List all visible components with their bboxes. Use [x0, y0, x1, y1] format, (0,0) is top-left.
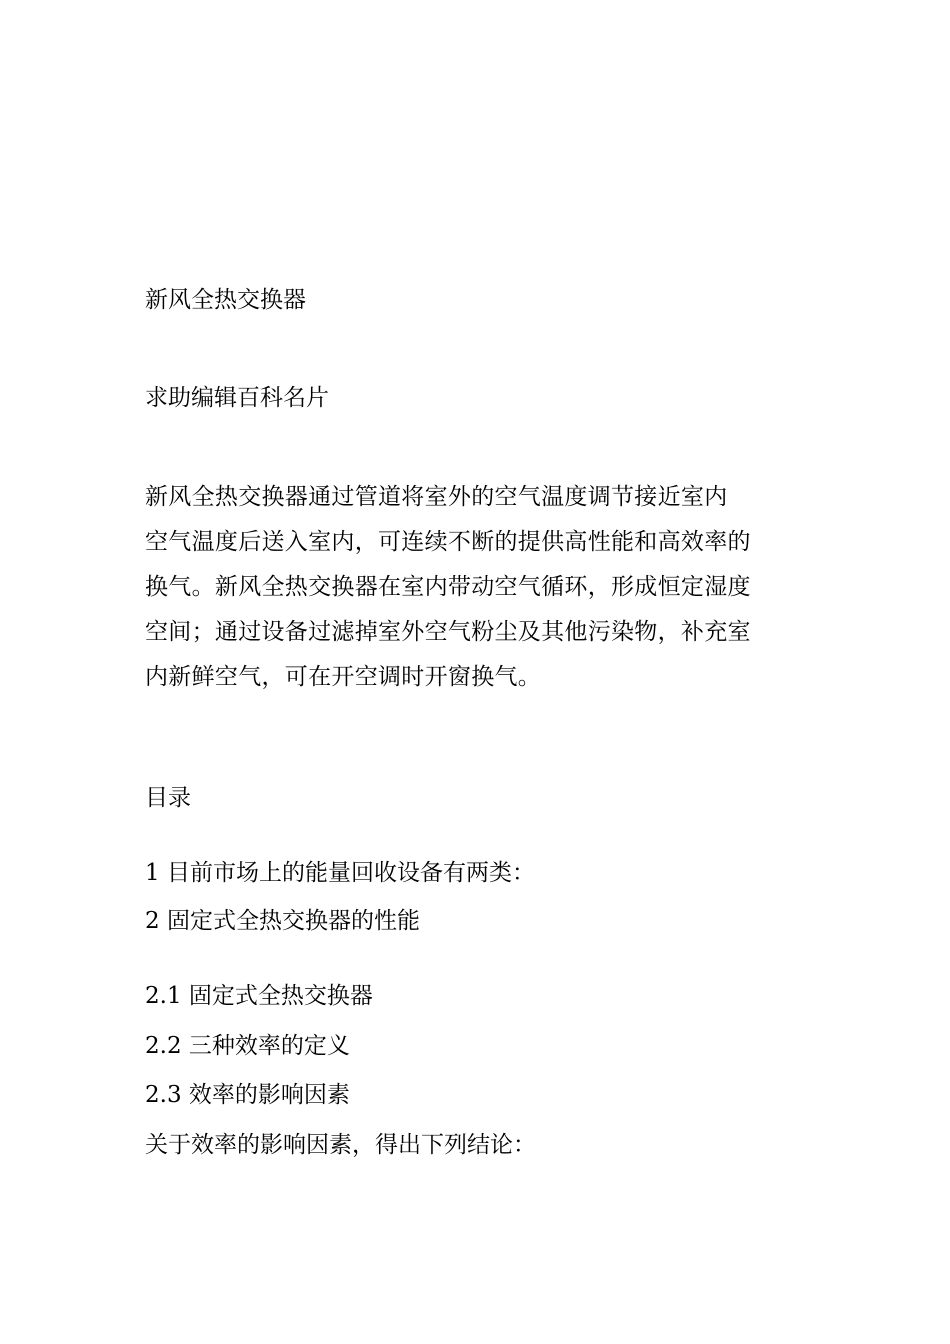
intro-line: 空间；通过设备过滤掉室外空气粉尘及其他污染物，补充室 [145, 619, 751, 645]
document-title: 新风全热交换器 [145, 287, 306, 313]
toc-item[interactable]: 2 固定式全热交换器的性能 [145, 908, 420, 934]
intro-line: 换气。新风全热交换器在室内带动空气循环，形成恒定湿度 [145, 574, 751, 600]
intro-line: 内新鲜空气，可在开空调时开窗换气。 [145, 664, 542, 690]
document-subtitle: 求助编辑百科名片 [145, 385, 329, 411]
toc-heading: 目录 [145, 785, 191, 811]
intro-line: 新风全热交换器通过管道将室外的空气温度调节接近室内 [145, 484, 728, 510]
closing-line: 关于效率的影响因素，得出下列结论： [145, 1132, 536, 1158]
intro-paragraph [145, 475, 810, 700]
toc-item[interactable]: 2.3 效率的影响因素 [145, 1082, 350, 1108]
toc-item[interactable]: 1 目前市场上的能量回收设备有两类： [145, 860, 535, 886]
intro-line: 空气温度后送入室内，可连续不断的提供高性能和高效率的 [145, 529, 751, 555]
toc-item[interactable]: 2.1 固定式全热交换器 [145, 983, 373, 1009]
toc-item[interactable]: 2.2 三种效率的定义 [145, 1033, 350, 1059]
